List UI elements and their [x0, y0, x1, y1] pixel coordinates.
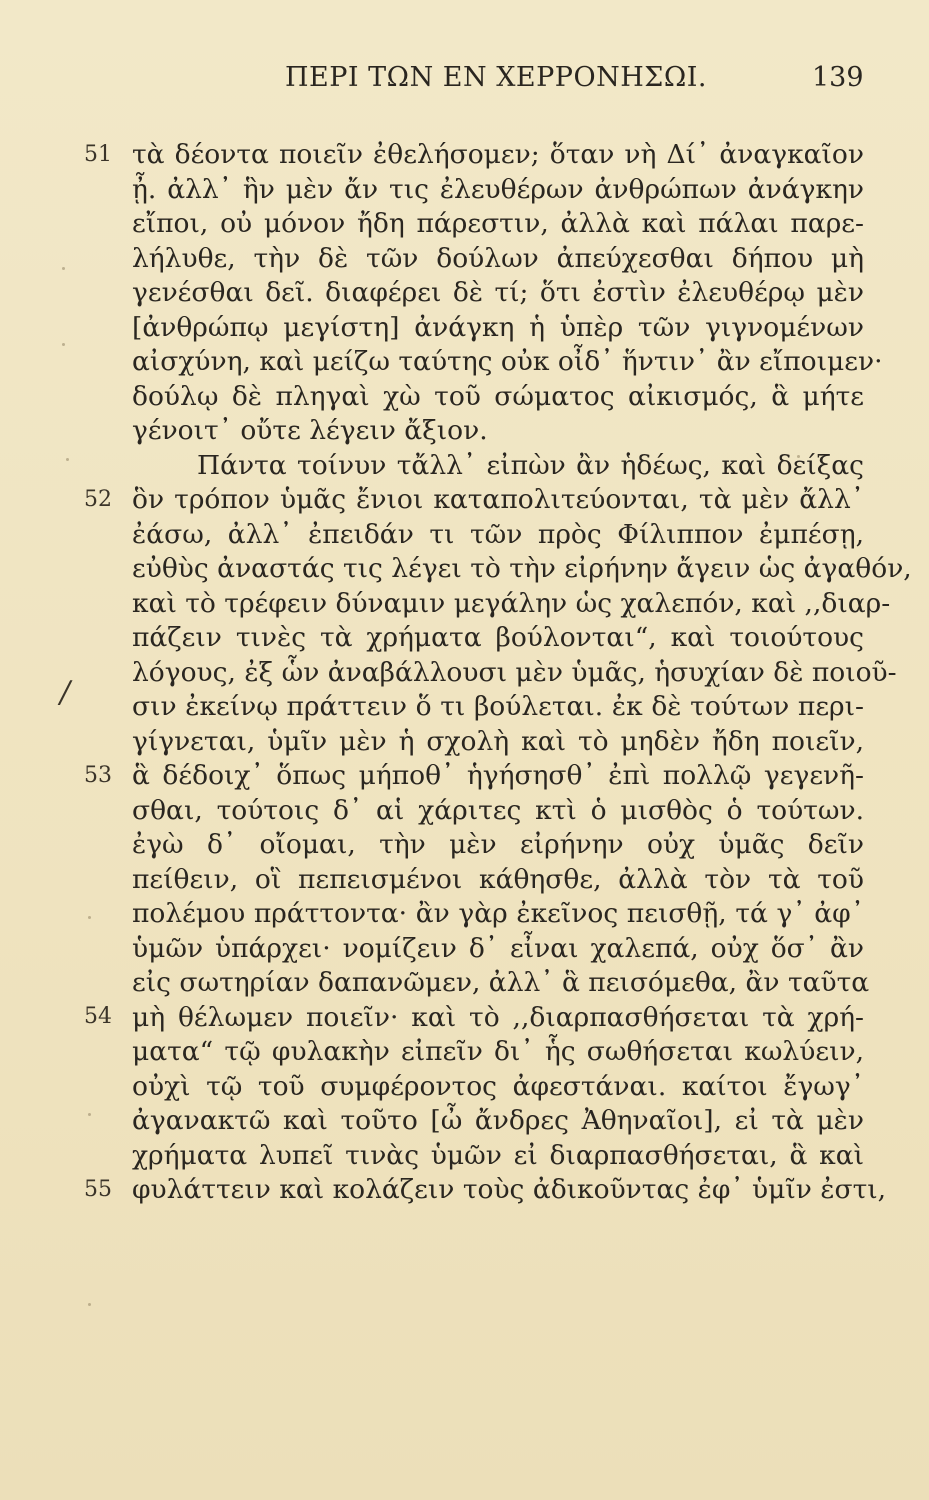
section-number-53: 53 — [84, 763, 112, 788]
text-line: τὰ δέοντα ποιεῖν ἐθελήσομεν; ὅταν νὴ Δί᾿ ἀναγκαῖον — [132, 139, 864, 170]
section-number-55: 55 — [84, 1177, 112, 1202]
text-line: λήλυθε, τὴν δὲ τῶν δούλων ἀπεύχεσθαι δήπου μὴ — [132, 242, 864, 274]
text-line: ἐάσω, ἀλλ᾿ ἐπειδάν τι τῶν πρὸς Φίλιππον ἐμπέσῃ, — [132, 518, 864, 550]
text-line: γίγνεται, ὑμῖν μὲν ἡ σχολὴ καὶ τὸ μηδὲν ἤδη ποιεῖν, — [132, 725, 864, 757]
section-number-52: 52 — [84, 487, 112, 512]
section-number-51: 51 — [84, 142, 112, 167]
text-line: εἴποι, οὐ μόνον ἤδη πάρεστιν, ἀλλὰ καὶ πάλαι παρε- — [132, 208, 864, 239]
text-line: οὐχὶ τῷ τοῦ συμφέροντος ἀφεστάναι. καίτοι ἔγωγ᾿ — [132, 1070, 864, 1102]
text-line: γενέσθαι δεῖ. διαφέρει δὲ τί; ὅτι ἐστὶν ἐλευθέρῳ μὲν — [132, 277, 864, 308]
text-line: μὴ θέλωμεν ποιεῖν· καὶ τὸ ,,διαρπασθήσεται τὰ χρή- — [132, 1001, 864, 1033]
section-number-54: 54 — [84, 1004, 112, 1029]
text-line: ὑμῶν ὑπάρχει· νομίζειν δ᾿ εἶναι χαλεπά, οὐχ ὅσ᾿ ἂν — [132, 932, 864, 964]
text-line: λόγους, ἐξ ὧν ἀναβάλλουσι μὲν ὑμᾶς, ἡσυχίαν δὲ ποιοῦ- — [132, 656, 897, 688]
running-title: ΠΕΡΙ ΤΩΝ ΕΝ ΧΕΡΡΟΝΗΣΩΙ. — [285, 62, 707, 93]
text-line: πάζειν τινὲς τὰ χρήματα βούλονται“, καὶ τοιούτους — [132, 622, 864, 653]
text-line: γένοιτ᾿ οὔτε λέγειν ἄξιον. — [132, 415, 488, 446]
page-number: 139 — [812, 62, 864, 93]
paper-speck — [88, 916, 91, 919]
paper-speck — [62, 343, 65, 346]
text-line: πολέμου πράττοντα· ἂν γὰρ ἐκεῖνος πεισθῇ, τά γ᾿ ἀφ᾿ — [132, 898, 864, 929]
text-line: φυλάττειν καὶ κολάζειν τοὺς ἀδικοῦντας ἐφ᾿ ὑμῖν ἐστι, — [132, 1174, 887, 1205]
text-line: ἀγανακτῶ καὶ τοῦτο [ὦ ἄνδρες Ἀθηναῖοι], εἰ τὰ μὲν — [132, 1105, 864, 1136]
text-line: δούλῳ δὲ πληγαὶ χὼ τοῦ σώματος αἰκισμός, ἃ μήτε — [132, 380, 864, 412]
text-line: χρήματα λυπεῖ τινὰς ὑμῶν εἰ διαρπασθήσεται, ἃ καὶ — [132, 1139, 864, 1171]
text-line: ἐγὼ δ᾿ οἴομαι, τὴν μὲν εἰρήνην οὐχ ὑμᾶς δεῖν — [132, 829, 864, 860]
paper-speck — [88, 1303, 91, 1306]
main-text — [132, 138, 912, 1208]
margin-annotation-mark: / — [60, 675, 71, 710]
text-line: σιν ἐκείνῳ πράττειν ὅ τι βούλεται. ἐκ δὲ τούτων περι- — [132, 691, 864, 722]
text-line: ὃν τρόπον ὑμᾶς ἔνιοι καταπολιτεύονται, τὰ μὲν ἄλλ᾿ — [132, 484, 864, 515]
paper-speck — [62, 267, 65, 270]
text-line: ἃ δέδοιχ᾿ ὅπως μήποθ᾿ ἡγήσησθ᾿ ἐπὶ πολλῷ γεγενῆ- — [132, 760, 864, 791]
text-line: ᾖ. ἀλλ᾿ ἣν μὲν ἄν τις ἐλευθέρων ἀνθρώπων ἀνάγκην — [132, 173, 864, 205]
text-line: Πάντα τοίνυν τἄλλ᾿ εἰπὼν ἂν ἡδέως, καὶ δείξας — [197, 449, 864, 481]
text-line: καὶ τὸ τρέφειν δύναμιν μεγάλην ὡς χαλεπόν, καὶ ,,διαρ- — [132, 587, 891, 619]
page-header — [0, 62, 929, 102]
paper-speck — [66, 458, 69, 461]
text-line: πείθειν, οἳ πεπεισμένοι κάθησθε, ἀλλὰ τὸν τὰ τοῦ — [132, 863, 864, 895]
text-line: ματα“ τῷ φυλακὴν εἰπεῖν δι᾿ ἧς σωθήσεται κωλύειν, — [132, 1036, 864, 1067]
paper-speck — [88, 1113, 91, 1116]
text-line: σθαι, τούτοις δ᾿ αἱ χάριτες κτὶ ὁ μισθὸς ὁ τούτων. — [132, 794, 864, 826]
text-line: αἰσχύνη, καὶ μείζω ταύτης οὐκ οἶδ᾿ ἥντιν᾿ ἂν εἴποιμεν· — [132, 346, 883, 377]
text-line: εὐθὺς ἀναστάς τις λέγει τὸ τὴν εἰρήνην ἄγειν ὡς ἀγαθόν, — [132, 553, 912, 584]
text-line: [ἀνθρώπῳ μεγίστη] ἀνάγκη ἡ ὑπὲρ τῶν γιγνομένων — [132, 311, 864, 343]
text-line: εἰς σωτηρίαν δαπανῶμεν, ἀλλ᾿ ἃ πεισόμεθα, ἂν ταῦτα — [132, 967, 870, 998]
